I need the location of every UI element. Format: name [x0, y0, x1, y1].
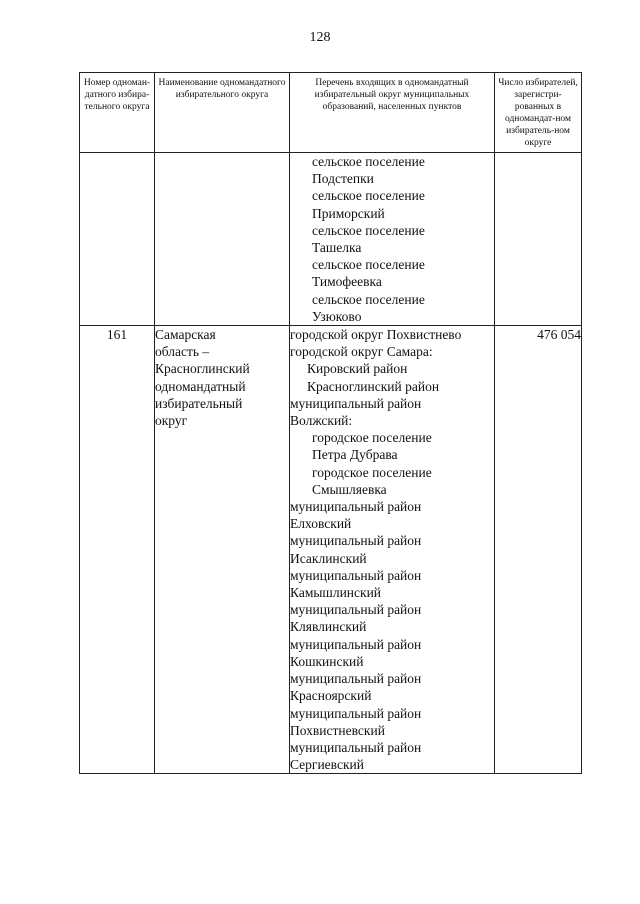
page-number: 128 — [309, 30, 331, 45]
list-item: муниципальный район — [290, 739, 422, 755]
list-item: Исаклинский — [290, 550, 367, 566]
list-item: муниципальный район — [290, 567, 422, 583]
list-item: Ташелка — [312, 240, 362, 256]
district-name-cell — [155, 326, 290, 774]
list-item: Приморский — [312, 205, 385, 221]
district-name-line: Самарская — [155, 327, 216, 343]
district-name-line: одномандатный — [155, 378, 246, 394]
list-item: Елховский — [290, 516, 352, 532]
table-row-continuation — [80, 153, 582, 326]
list-item: Волжский: — [290, 413, 353, 429]
list-item: Красноярский — [290, 688, 372, 704]
list-item: Тимофеевка — [312, 274, 382, 290]
list-item: Похвистневский — [290, 722, 385, 738]
district-name-line: область – — [155, 344, 210, 360]
list-item: сельское поселение — [312, 222, 425, 238]
district-list-cell — [290, 326, 495, 774]
list-item: муниципальный район — [290, 705, 422, 721]
district-number: 161 — [80, 326, 155, 774]
list-item: муниципальный район — [290, 395, 422, 411]
list-item: Красноглинский район — [307, 378, 440, 394]
list-item: муниципальный район — [290, 533, 422, 549]
cont-number-cell — [80, 153, 155, 326]
table-row-161 — [80, 326, 582, 774]
list-item: сельское поселение — [312, 154, 425, 169]
list-item: Смышляевка — [312, 481, 387, 497]
list-item: Подстепки — [312, 171, 374, 187]
list-item: городской округ Похвистнево — [290, 327, 462, 343]
district-name-line: округ — [155, 413, 188, 429]
list-item: Камышлинский — [290, 585, 382, 601]
list-item: Узюково — [312, 308, 362, 324]
list-item: Клявлинский — [290, 619, 367, 635]
list-item: муниципальный район — [290, 636, 422, 652]
header-voters: Число избирателей, зарегистри-рованных в одномандат-ном избиратель-ном округе — [495, 73, 582, 153]
list-item: муниципальный район — [290, 499, 422, 515]
list-item: Кошкинский — [290, 653, 364, 669]
cont-voters-cell — [495, 153, 582, 326]
list-item: муниципальный район — [290, 602, 422, 618]
list-item: сельское поселение — [312, 257, 425, 273]
district-name-line: избирательный — [155, 395, 243, 411]
cont-list-cell — [290, 153, 495, 326]
header-number: Номер одноман-датного избира-тельного округа — [80, 73, 155, 153]
district-name-line: Красноглинский — [155, 361, 250, 377]
list-item: сельское поселение — [312, 188, 425, 204]
list-item: Сергиевский — [290, 757, 364, 773]
list-item: сельское поселение — [312, 291, 425, 307]
list-item: муниципальный район — [290, 671, 422, 687]
list-item: Кировский район — [307, 361, 408, 377]
district-voters: 476 054 — [495, 326, 582, 774]
table-header-row — [80, 73, 582, 153]
list-item: городское поселение — [312, 464, 432, 480]
list-item: городской округ Самара: — [290, 344, 433, 360]
cont-name-cell — [155, 153, 290, 326]
list-item: Петра Дубрава — [312, 447, 398, 463]
list-item: городское поселение — [312, 430, 432, 446]
districts-table — [79, 72, 582, 774]
header-name: Наименование одномандатного избирательного округа — [155, 73, 290, 153]
header-list: Перечень входящих в одномандатный избирательный округ муниципальных образований, населенных пунктов — [290, 73, 495, 153]
